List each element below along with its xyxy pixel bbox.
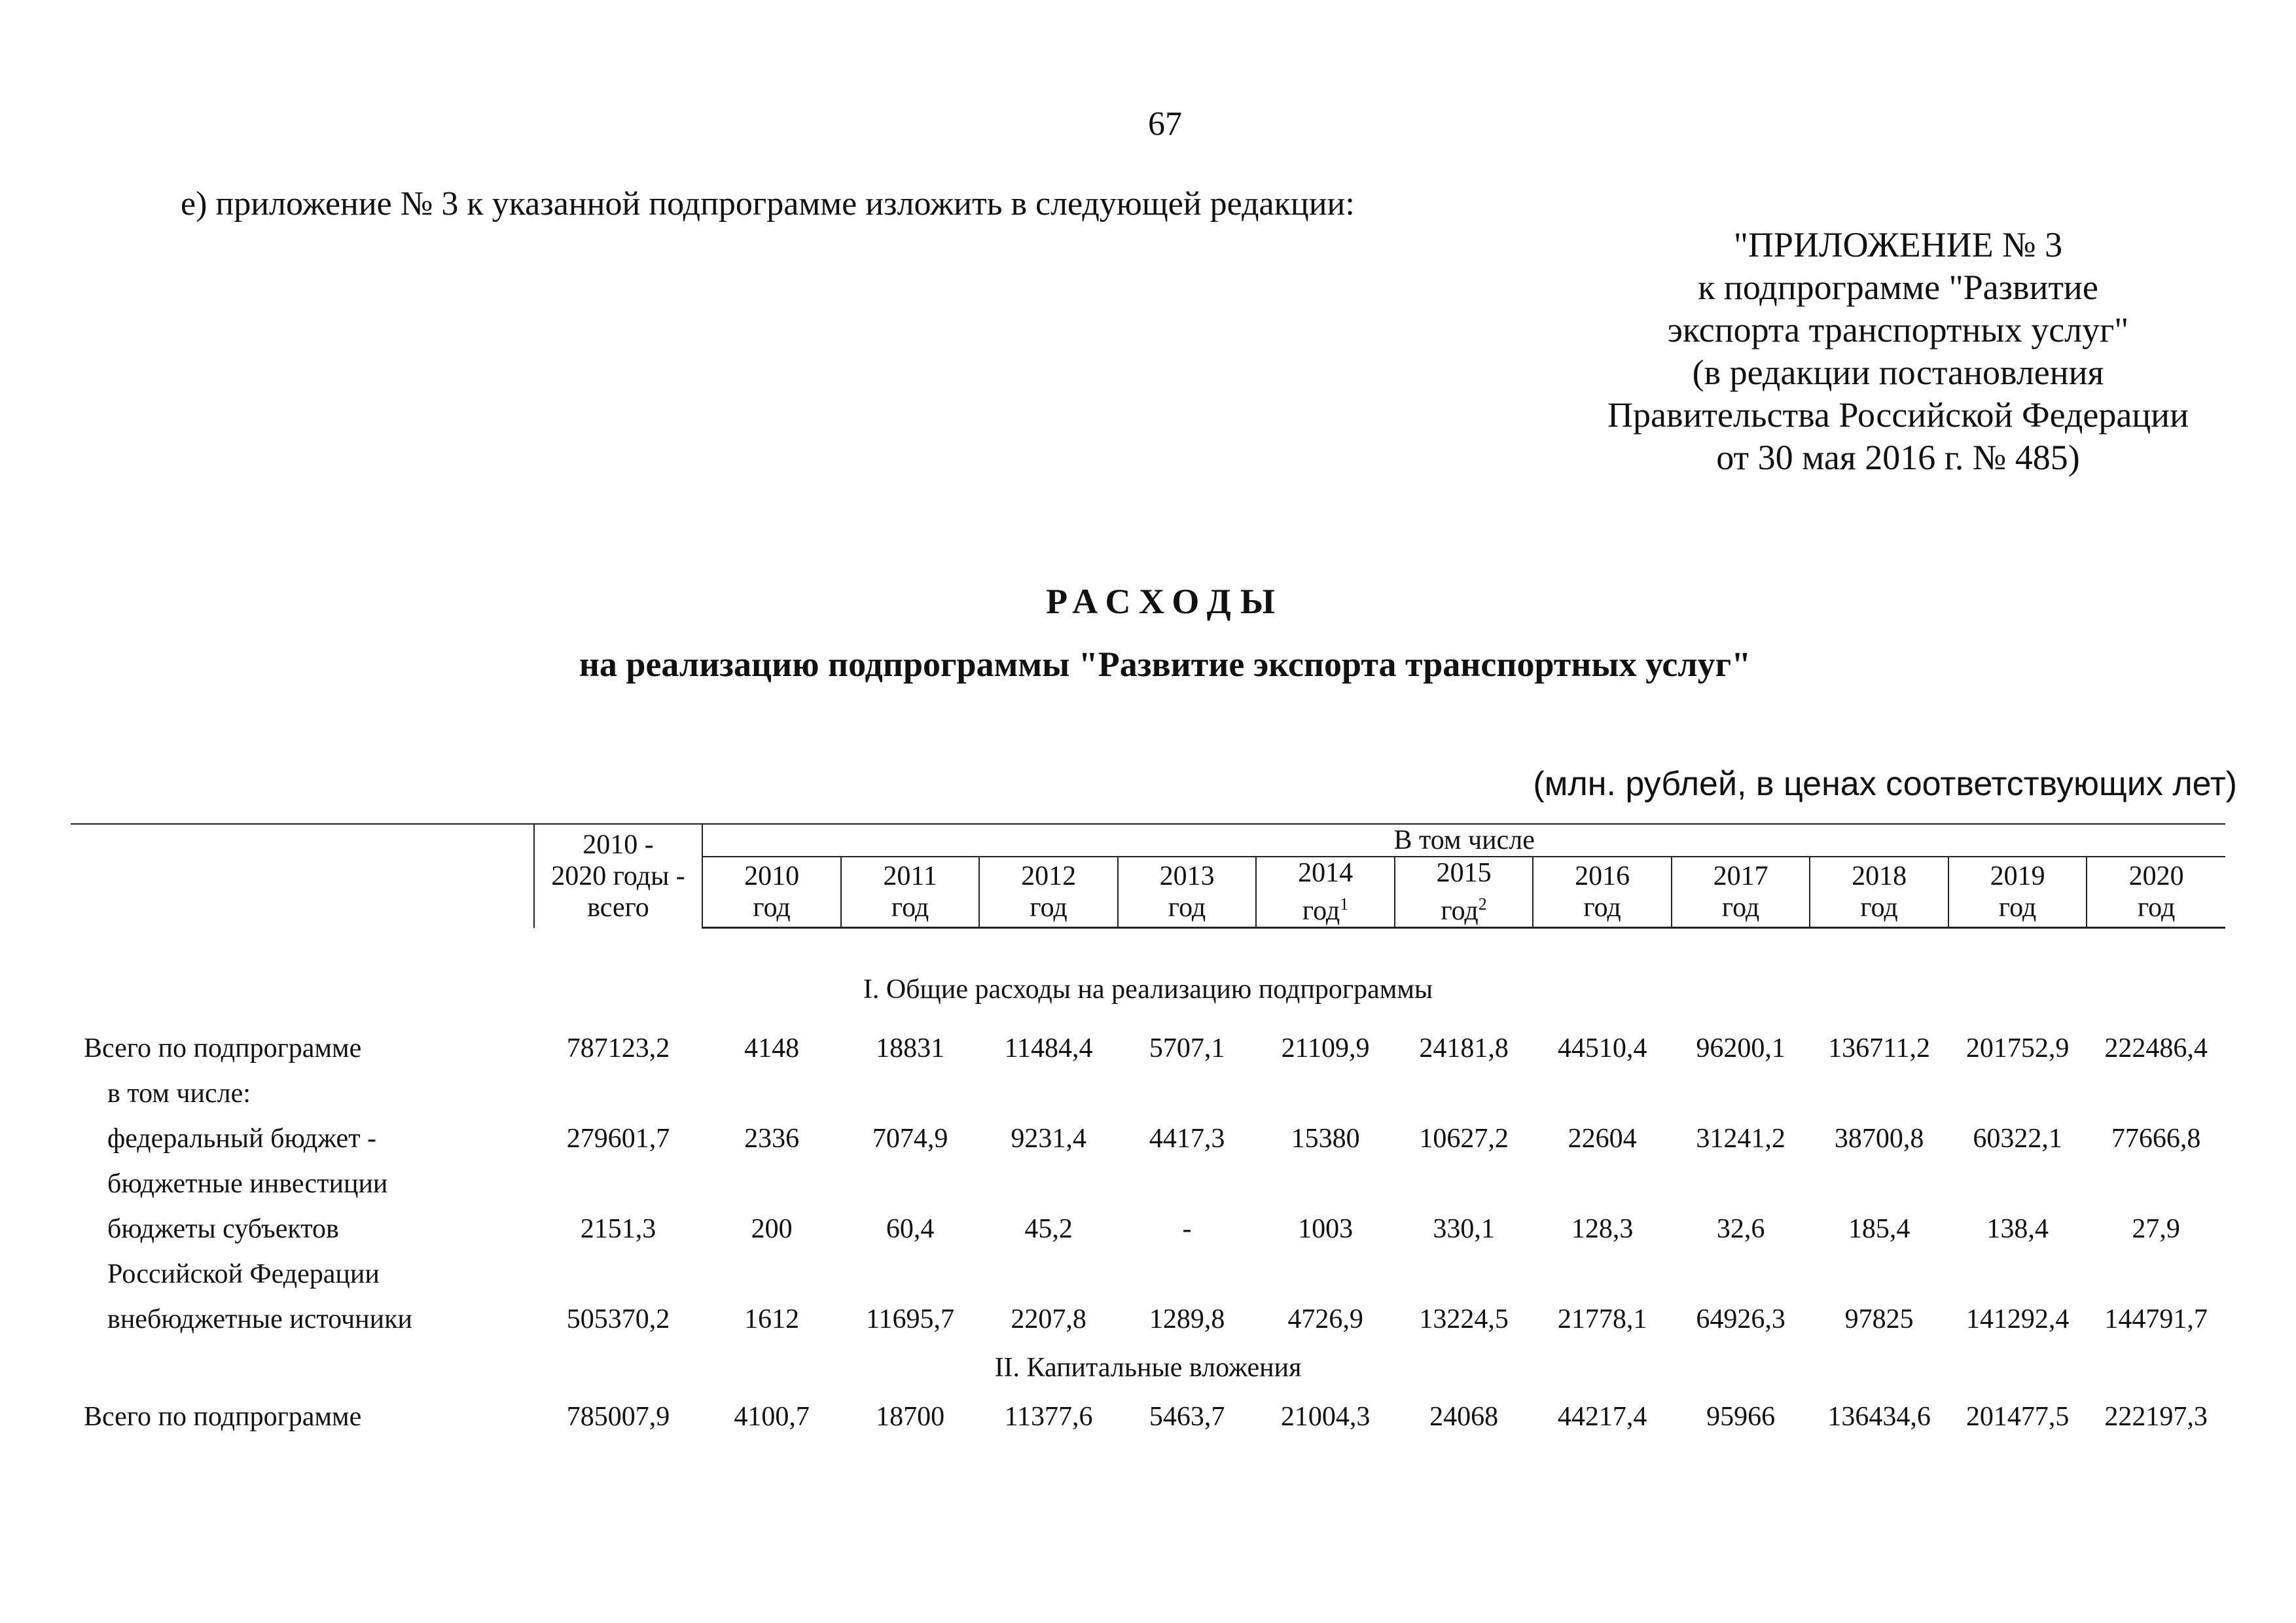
header-year-label xyxy=(1672,892,1810,923)
row-label: Российской Федерации xyxy=(107,1258,380,1289)
cell-value: 222197,3 xyxy=(2104,1401,2208,1432)
header-label-cell xyxy=(71,824,534,928)
cell-value xyxy=(1118,1161,1257,1206)
table-row xyxy=(71,1296,2225,1342)
table-row xyxy=(71,1116,2225,1161)
header-year-word: год xyxy=(1721,893,1760,923)
cell-value: 32,6 xyxy=(1716,1213,1765,1244)
cell-value: 7074,9 xyxy=(872,1123,948,1154)
cell-value xyxy=(1810,1161,1948,1206)
cell-value xyxy=(1810,1071,1948,1116)
header-year-word: год xyxy=(1860,893,1898,923)
cell-value xyxy=(1810,1251,1948,1296)
cell-value: 11377,6 xyxy=(1004,1401,1093,1432)
table-body xyxy=(71,928,2225,1440)
header-year-word: год xyxy=(1302,896,1340,926)
table-row xyxy=(71,1206,2225,1251)
header-total-line: всего xyxy=(587,892,649,923)
cell-value: 1003 xyxy=(1298,1213,1354,1244)
header-year-label xyxy=(1534,892,1671,923)
expenses-table-wrap xyxy=(71,823,2225,1439)
cell-value xyxy=(979,1161,1118,1206)
row-label: внебюджетные источники xyxy=(107,1304,413,1334)
cell-value: - xyxy=(1182,1213,1192,1244)
header-total-line: 2020 годы - xyxy=(551,861,685,891)
header-year-word: год xyxy=(1441,896,1479,926)
header-year-word: год xyxy=(1998,893,2037,923)
header-year-word: год xyxy=(1168,893,1206,923)
header-year-word: год xyxy=(2137,893,2176,923)
spacer-cell xyxy=(71,928,2225,941)
header-year-2015 xyxy=(1395,857,1534,928)
cell-value: 60,4 xyxy=(886,1213,935,1244)
cell-value: 2336 xyxy=(744,1123,800,1154)
cell-value: 141292,4 xyxy=(1965,1304,2070,1334)
header-year-number: 2017 xyxy=(1713,861,1768,891)
cell-value: 200 xyxy=(751,1213,793,1244)
cell-value: 144791,7 xyxy=(2104,1304,2208,1334)
cell-value: 44510,4 xyxy=(1557,1033,1647,1063)
cell-value xyxy=(1395,1251,1534,1296)
header-year-2016 xyxy=(1533,857,1672,928)
cell-value: 60322,1 xyxy=(1973,1123,2062,1154)
cell-value: 5707,1 xyxy=(1149,1033,1225,1063)
cell-value: 18700 xyxy=(876,1401,945,1432)
cell-total: 279601,7 xyxy=(566,1123,670,1154)
cell-value xyxy=(1533,1251,1672,1296)
cell-value: 13224,5 xyxy=(1419,1304,1509,1334)
header-year-label xyxy=(980,892,1117,923)
cell-total xyxy=(534,1161,703,1206)
header-year-label xyxy=(1395,889,1533,927)
cell-value: 9231,4 xyxy=(1011,1123,1086,1154)
header-year-number: 2013 xyxy=(1159,861,1215,891)
cell-total xyxy=(534,1251,703,1296)
section-row xyxy=(71,940,2225,1026)
cell-value: 138,4 xyxy=(1986,1213,2049,1244)
header-year-label xyxy=(1257,889,1394,927)
appendix-line: Правительства Российской Федерации xyxy=(1607,395,2189,435)
appendix-stamp xyxy=(1558,224,2238,479)
cell-value: 96200,1 xyxy=(1696,1033,1785,1063)
cell-value xyxy=(1256,1071,1395,1116)
header-year-number: 2014 xyxy=(1298,858,1354,888)
header-year-label xyxy=(2087,892,2225,923)
header-year-2011 xyxy=(841,857,980,928)
cell-value: 77666,8 xyxy=(2111,1123,2201,1154)
document-subtitle: на реализацию подпрограммы "Развитие экспорта транспортных услуг" xyxy=(579,645,1751,684)
header-year-2019 xyxy=(1948,857,2087,928)
table-row xyxy=(71,1251,2225,1296)
header-total-cell xyxy=(534,824,703,928)
cell-value: 136434,6 xyxy=(1827,1401,1931,1432)
appendix-line: экспорта транспортных услуг" xyxy=(1667,310,2129,349)
row-label: Всего по подпрограмме xyxy=(84,1401,362,1432)
cell-value xyxy=(1533,1071,1672,1116)
units-note: (млн. рублей, в ценах соответствующих лет) xyxy=(1533,765,2237,803)
cell-value xyxy=(1948,1251,2087,1296)
cell-value: 95966 xyxy=(1706,1401,1776,1432)
table-row xyxy=(71,1071,2225,1116)
header-year-number: 2018 xyxy=(1852,861,1907,891)
header-year-number: 2019 xyxy=(1990,861,2045,891)
header-year-label xyxy=(1949,892,2087,923)
header-year-word: год xyxy=(891,893,929,923)
cell-total: 2151,3 xyxy=(580,1213,656,1244)
row-label: бюджеты субъектов xyxy=(107,1213,339,1244)
cell-total: 787123,2 xyxy=(566,1033,670,1063)
appendix-line: к подпрограмме "Развитие xyxy=(1698,268,2098,307)
cell-value xyxy=(1672,1251,1810,1296)
cell-total xyxy=(534,1071,703,1116)
cell-value: 64926,3 xyxy=(1696,1304,1785,1334)
header-year-label xyxy=(1810,892,1948,923)
cell-value xyxy=(702,1071,841,1116)
cell-value xyxy=(1672,1161,1810,1206)
cell-value xyxy=(1256,1251,1395,1296)
cell-value: 2207,8 xyxy=(1011,1304,1086,1334)
cell-value: 45,2 xyxy=(1024,1213,1073,1244)
cell-value: 11484,4 xyxy=(1004,1033,1093,1063)
header-year-label xyxy=(1119,892,1256,923)
cell-value: 44217,4 xyxy=(1557,1401,1647,1432)
cell-value: 21778,1 xyxy=(1557,1304,1647,1334)
appendix-line: "ПРИЛОЖЕНИЕ № 3 xyxy=(1733,225,2063,264)
header-row-top xyxy=(71,824,2225,857)
cell-value xyxy=(841,1161,980,1206)
cell-value: 97825 xyxy=(1844,1304,1914,1334)
cell-value xyxy=(2087,1071,2225,1116)
header-year-number: 2010 xyxy=(744,861,800,891)
intro-text: е) приложение № 3 к указанной подпрограмме изложить в следующей редакции: xyxy=(181,185,1355,223)
cell-value: 185,4 xyxy=(1848,1213,1910,1244)
header-year-2013 xyxy=(1118,857,1257,928)
header-year-label xyxy=(842,892,979,923)
header-year-number: 2015 xyxy=(1436,858,1492,888)
cell-value: 15380 xyxy=(1291,1123,1360,1154)
cell-value: 24068 xyxy=(1429,1401,1499,1432)
header-year-number: 2011 xyxy=(883,861,937,891)
header-including: В том числе xyxy=(702,824,2225,857)
cell-value: 21004,3 xyxy=(1280,1401,1371,1432)
cell-value: 1612 xyxy=(744,1304,800,1334)
header-year-word: год xyxy=(1583,893,1621,923)
cell-value xyxy=(1118,1251,1257,1296)
header-year-2020 xyxy=(2087,857,2225,928)
appendix-line: от 30 мая 2016 г. № 485) xyxy=(1716,438,2080,477)
cell-value: 21109,9 xyxy=(1281,1033,1370,1063)
header-year-2017 xyxy=(1672,857,1810,928)
cell-value: 38700,8 xyxy=(1834,1123,1924,1154)
cell-value xyxy=(702,1251,841,1296)
cell-value: 18831 xyxy=(876,1033,945,1063)
row-label: бюджетные инвестиции xyxy=(107,1168,388,1199)
cell-value xyxy=(979,1071,1118,1116)
header-total-line: 2010 - xyxy=(583,829,654,860)
cell-value xyxy=(2087,1251,2225,1296)
cell-value xyxy=(979,1251,1118,1296)
header-year-2018 xyxy=(1810,857,1948,928)
cell-value: 128,3 xyxy=(1571,1213,1634,1244)
cell-value: 24181,8 xyxy=(1419,1033,1509,1063)
section-heading: II. Капитальные вложения xyxy=(994,1353,1302,1383)
cell-value: 27,9 xyxy=(2132,1213,2180,1244)
row-label: федеральный бюджет - xyxy=(107,1123,377,1154)
cell-value xyxy=(702,1161,841,1206)
spacer-row xyxy=(71,928,2225,941)
cell-value: 10627,2 xyxy=(1419,1123,1509,1154)
cell-value: 4148 xyxy=(744,1033,800,1063)
cell-value xyxy=(1256,1161,1395,1206)
document-title: РАСХОДЫ xyxy=(1046,582,1284,621)
table-row xyxy=(71,1026,2225,1071)
header-year-label xyxy=(703,892,840,923)
cell-value xyxy=(1948,1161,2087,1206)
header-year-number: 2020 xyxy=(2128,861,2184,891)
cell-value: 222486,4 xyxy=(2104,1033,2208,1063)
header-year-2012 xyxy=(979,857,1118,928)
expenses-table xyxy=(71,823,2225,1439)
cell-total: 505370,2 xyxy=(566,1304,670,1334)
section-row xyxy=(71,1342,2225,1394)
appendix-line: (в редакции постановления xyxy=(1692,353,2104,392)
header-year-number: 2016 xyxy=(1575,861,1630,891)
row-label: в том числе: xyxy=(107,1078,251,1109)
cell-value: 4100,7 xyxy=(734,1401,810,1432)
table-row xyxy=(71,1394,2225,1439)
cell-value: 201477,5 xyxy=(1965,1401,2070,1432)
cell-value xyxy=(1672,1071,1810,1116)
footnote-mark: 1 xyxy=(1340,895,1349,914)
cell-value xyxy=(841,1251,980,1296)
cell-value: 136711,2 xyxy=(1828,1033,1931,1063)
page-number: 67 xyxy=(1148,105,1182,143)
cell-value xyxy=(1395,1071,1534,1116)
cell-value: 4726,9 xyxy=(1287,1304,1363,1334)
header-year-number: 2012 xyxy=(1021,861,1077,891)
header-year-word: год xyxy=(753,893,791,923)
cell-value: 330,1 xyxy=(1433,1213,1495,1244)
header-year-2014 xyxy=(1256,857,1395,928)
cell-value: 11695,7 xyxy=(866,1304,955,1334)
table-row xyxy=(71,1161,2225,1206)
footnote-mark: 2 xyxy=(1478,895,1487,914)
cell-value: 201752,9 xyxy=(1965,1033,2070,1063)
cell-value: 22604 xyxy=(1568,1123,1637,1154)
cell-value: 4417,3 xyxy=(1149,1123,1225,1154)
cell-value xyxy=(1395,1161,1534,1206)
cell-total: 785007,9 xyxy=(566,1401,670,1432)
cell-value xyxy=(1118,1071,1257,1116)
cell-value: 31241,2 xyxy=(1696,1123,1785,1154)
cell-value xyxy=(2087,1161,2225,1206)
header-year-word: год xyxy=(1030,893,1067,923)
cell-value xyxy=(1533,1161,1672,1206)
section-heading: I. Общие расходы на реализацию подпрограммы xyxy=(863,974,1433,1005)
header-year-2010 xyxy=(702,857,841,928)
cell-value xyxy=(1948,1071,2087,1116)
row-label: Всего по подпрограмме xyxy=(84,1033,362,1063)
cell-value xyxy=(841,1071,980,1116)
cell-value: 5463,7 xyxy=(1149,1401,1225,1432)
cell-value: 1289,8 xyxy=(1149,1304,1225,1334)
